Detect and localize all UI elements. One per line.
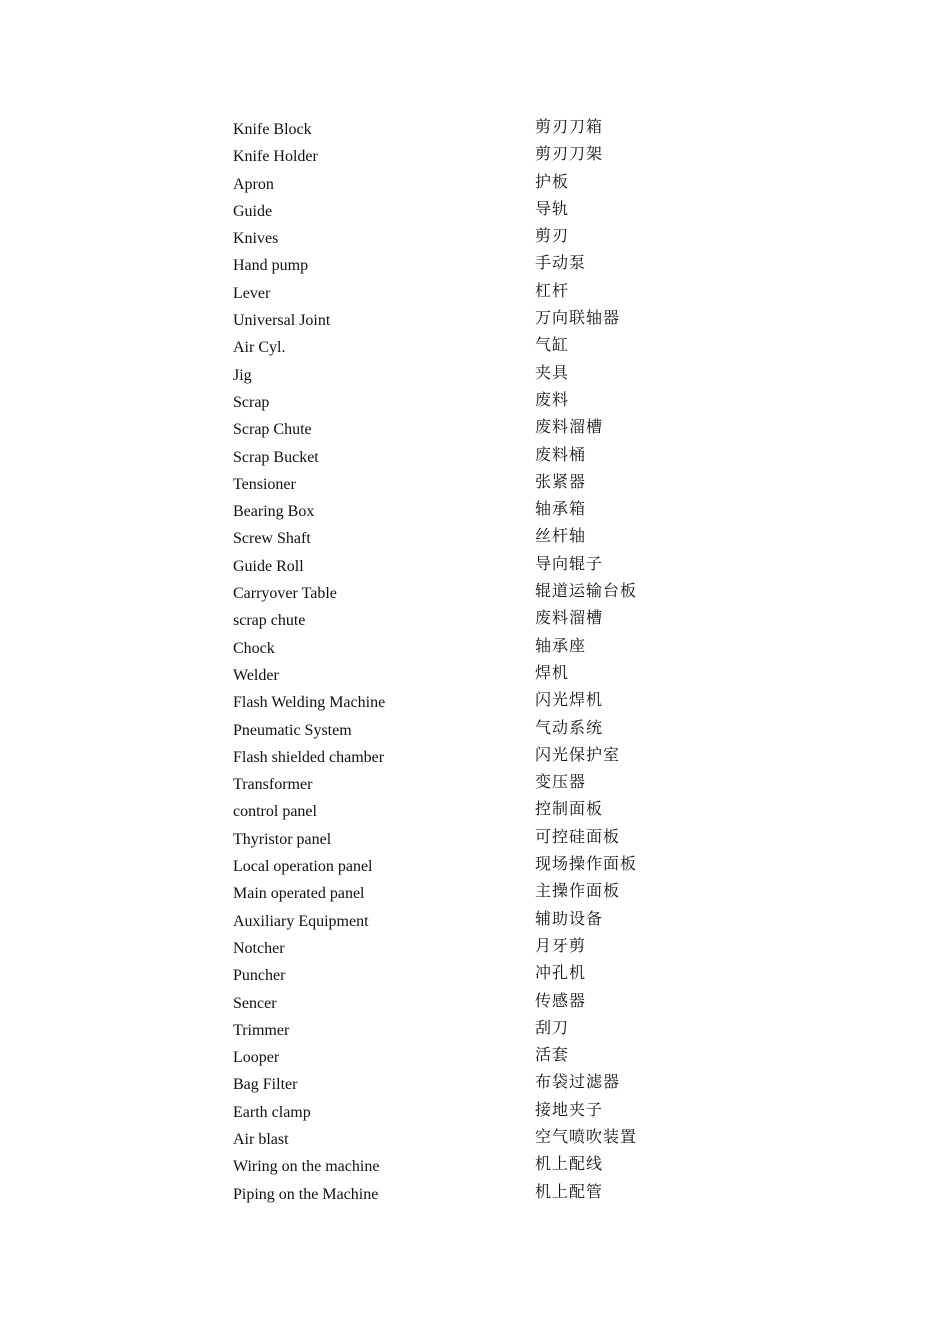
english-term: Knife Block: [233, 121, 312, 138]
chinese-term: 冲孔机: [535, 965, 587, 983]
glossary-row: [233, 199, 713, 226]
glossary-row: [233, 226, 713, 253]
glossary-row: [233, 445, 713, 472]
chinese-term: 刮刀: [535, 1019, 570, 1037]
glossary-row: [233, 253, 713, 280]
english-term: Flash shielded chamber: [233, 748, 385, 766]
glossary-row: [233, 1045, 713, 1072]
glossary-row: [233, 909, 713, 936]
glossary-row: [233, 499, 713, 526]
glossary-row: [233, 363, 713, 390]
glossary-list: [233, 117, 713, 1209]
chinese-term: 夹具: [535, 364, 570, 382]
english-term: Knives: [233, 230, 279, 248]
chinese-term: 废料溜槽: [535, 419, 604, 437]
glossary-row: [233, 1018, 713, 1045]
english-term: Earth clamp: [233, 1103, 311, 1121]
chinese-term: 废料: [535, 391, 570, 409]
english-term: Main operated panel: [233, 885, 365, 903]
chinese-term: 主操作面板: [535, 883, 621, 901]
glossary-row: [233, 526, 713, 553]
english-term: scrap chute: [233, 612, 306, 630]
english-term: Scrap: [233, 393, 270, 411]
chinese-term: 护板: [535, 173, 570, 191]
glossary-row: [233, 281, 713, 308]
english-term: Sencer: [233, 994, 277, 1012]
glossary-row: [233, 881, 713, 908]
english-term: Guide: [233, 202, 273, 220]
glossary-row: [233, 1100, 713, 1127]
english-term: Screw Shaft: [233, 530, 311, 548]
english-term: Thyristor panel: [233, 830, 332, 848]
english-term: Pneumatic System: [233, 721, 352, 739]
chinese-term: 剪刃刀箱: [535, 119, 604, 136]
english-term: Trimmer: [233, 1021, 290, 1039]
english-term: Scrap Chute: [233, 421, 312, 439]
english-term: Jig: [233, 366, 252, 384]
glossary-row: [233, 390, 713, 417]
glossary-row: [233, 827, 713, 854]
glossary-row: [233, 636, 713, 663]
english-term: Lever: [233, 284, 271, 302]
glossary-row: [233, 963, 713, 990]
glossary-row: [233, 144, 713, 171]
glossary-row: [233, 854, 713, 881]
chinese-term: 气动系统: [535, 719, 604, 737]
english-term: Welder: [233, 666, 279, 684]
english-term: Piping on the Machine: [233, 1185, 379, 1203]
chinese-term: 变压器: [535, 774, 587, 792]
glossary-row: [233, 335, 713, 362]
english-term: Wiring on the machine: [233, 1158, 380, 1176]
glossary-row: [233, 663, 713, 690]
chinese-term: 可控硅面板: [535, 828, 621, 846]
chinese-term: 活套: [535, 1047, 570, 1065]
chinese-term: 布袋过滤器: [535, 1074, 621, 1092]
glossary-row: [233, 117, 713, 144]
english-term: Tensioner: [233, 475, 296, 493]
glossary-row: [233, 799, 713, 826]
chinese-term: 控制面板: [535, 801, 604, 819]
english-term: Bearing Box: [233, 503, 315, 521]
glossary-row: [233, 718, 713, 745]
chinese-term: 丝杆轴: [535, 528, 587, 546]
english-term: Universal Joint: [233, 312, 331, 330]
english-term: Hand pump: [233, 257, 309, 275]
chinese-term: 杠杆: [535, 282, 570, 300]
english-term: Scrap Bucket: [233, 448, 319, 466]
chinese-term: 废料溜槽: [535, 610, 604, 628]
glossary-row: [233, 690, 713, 717]
english-term: Notcher: [233, 939, 285, 957]
glossary-row: [233, 608, 713, 635]
chinese-term: 导向辊子: [535, 555, 604, 573]
glossary-row: [233, 472, 713, 499]
chinese-term: 万向联轴器: [535, 310, 621, 328]
chinese-term: 剪刃: [535, 228, 570, 246]
chinese-term: 传感器: [535, 992, 587, 1010]
chinese-term: 机上配线: [535, 1156, 604, 1174]
chinese-term: 接地夹子: [535, 1101, 604, 1119]
english-term: Bag Filter: [233, 1076, 298, 1094]
english-term: Knife Holder: [233, 148, 318, 166]
chinese-term: 废料桶: [535, 446, 587, 464]
glossary-row: [233, 554, 713, 581]
chinese-term: 焊机: [535, 664, 570, 682]
chinese-term: 轴承箱: [535, 501, 587, 519]
glossary-row: [233, 1072, 713, 1099]
chinese-term: 轴承座: [535, 637, 587, 655]
chinese-term: 手动泵: [535, 255, 587, 273]
glossary-row: [233, 172, 713, 199]
glossary-row: [233, 581, 713, 608]
glossary-row: [233, 1182, 713, 1209]
chinese-term: 现场操作面板: [535, 856, 638, 874]
english-term: Local operation panel: [233, 858, 373, 876]
english-term: Transformer: [233, 776, 313, 794]
glossary-row: [233, 772, 713, 799]
english-term: Guide Roll: [233, 557, 304, 575]
glossary-row: [233, 417, 713, 444]
chinese-term: 气缸: [535, 337, 570, 355]
chinese-term: 闪光保护室: [535, 746, 621, 764]
chinese-term: 月牙剪: [535, 937, 587, 955]
glossary-row: [233, 745, 713, 772]
glossary-row: [233, 1127, 713, 1154]
chinese-term: 空气喷吹装置: [535, 1128, 638, 1146]
glossary-row: [233, 308, 713, 335]
english-term: Chock: [233, 639, 275, 657]
glossary-row: [233, 1154, 713, 1181]
chinese-term: 剪刃刀架: [535, 146, 604, 164]
chinese-term: 辅助设备: [535, 910, 604, 928]
english-term: Looper: [233, 1049, 280, 1067]
english-term: control panel: [233, 803, 317, 821]
english-term: Apron: [233, 175, 274, 193]
english-term: Air blast: [233, 1130, 289, 1148]
english-term: Auxiliary Equipment: [233, 912, 369, 930]
english-term: Air Cyl.: [233, 339, 286, 357]
chinese-term: 辊道运输台板: [535, 583, 638, 601]
chinese-term: 张紧器: [535, 473, 587, 491]
chinese-term: 导轨: [535, 200, 570, 218]
glossary-row: [233, 936, 713, 963]
chinese-term: 机上配管: [535, 1183, 604, 1201]
english-term: Carryover Table: [233, 585, 337, 603]
glossary-row: [233, 991, 713, 1018]
english-term: Puncher: [233, 967, 286, 985]
english-term: Flash Welding Machine: [233, 694, 386, 712]
chinese-term: 闪光焊机: [535, 692, 604, 710]
